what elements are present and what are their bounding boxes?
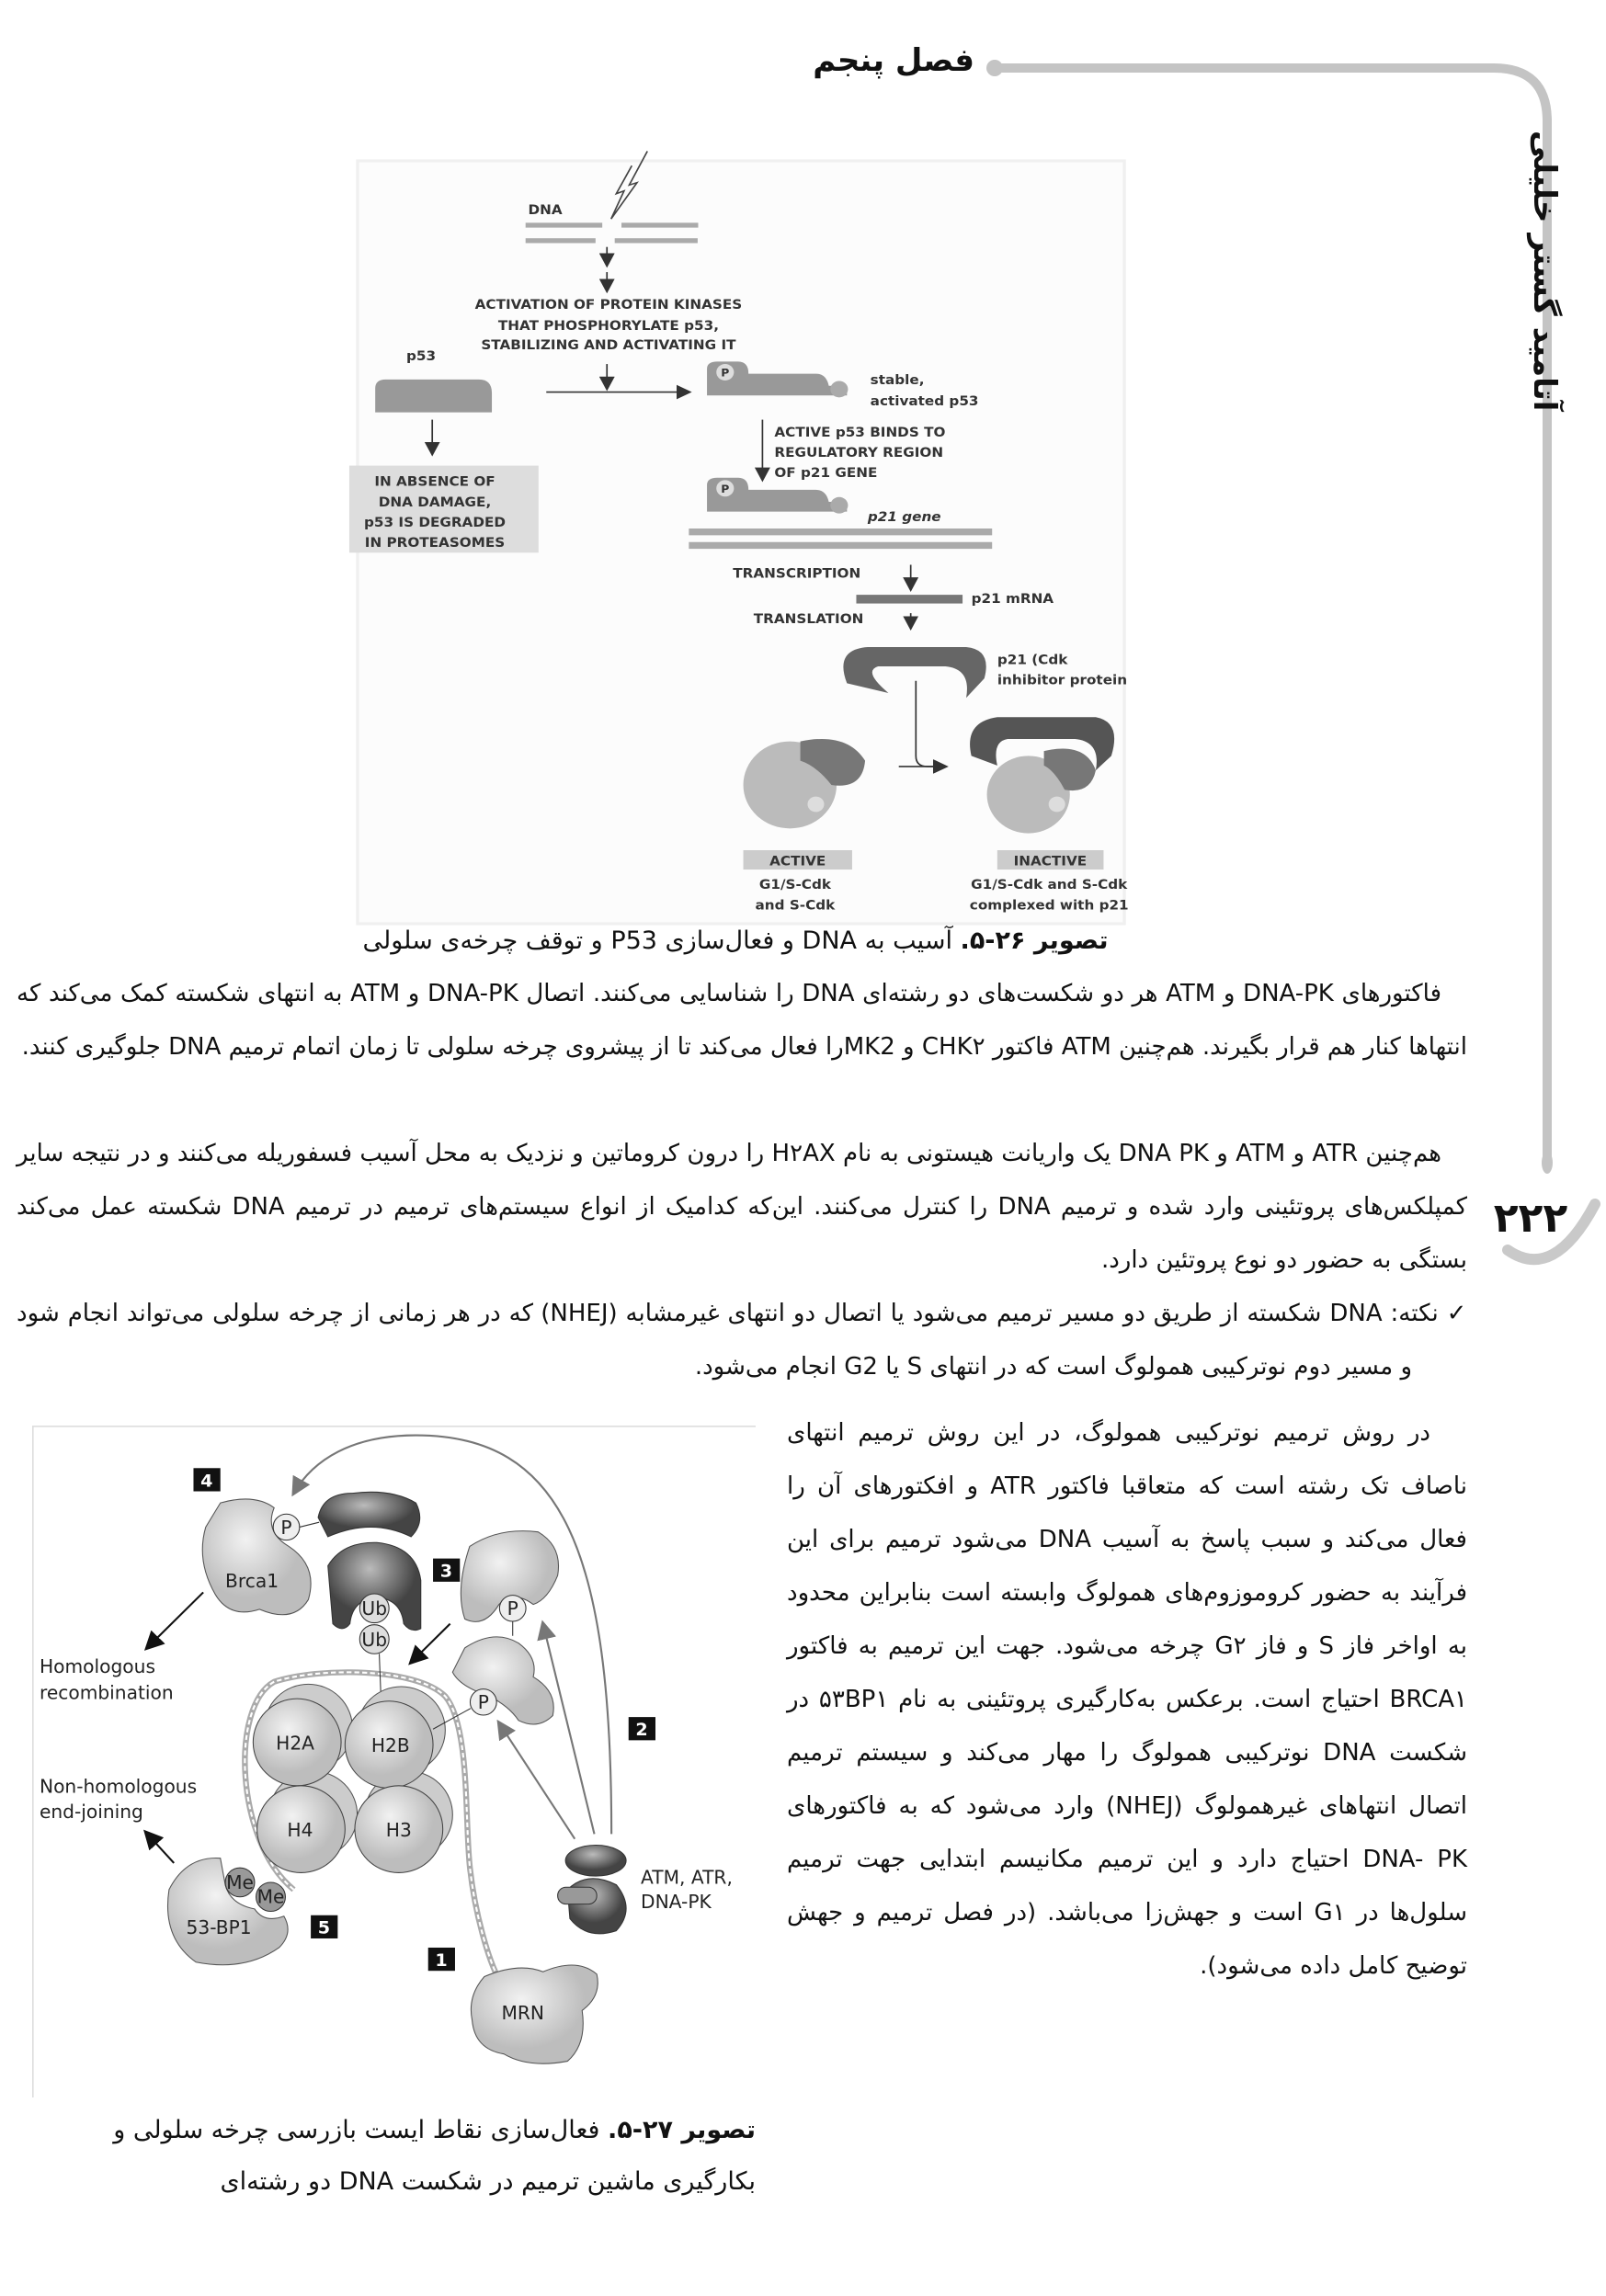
- inactive-desc-2: complexed with p21: [969, 898, 1129, 914]
- step-badge-4: [193, 1468, 220, 1491]
- paragraph-1: فاکتورهای DNA-PK و ATM هر دو شکست‌های دو رشته‌ای DNA را شناسایی می‌کنند. اتصال DNA-PK و ATM به انتهای شکسته کمک می‌کند که انتهاها کنار هم قرار بگیرند. هم‌چنین ATM فاکتور CHK۲ و MK2را فعال می‌کند تا از پیشروی چرخه سلولی تا زمان اتمام ترمیم DNA جلوگیری کنند.: [17, 980, 1467, 1061]
- p21-protein-label-2: inhibitor protein: [997, 672, 1128, 688]
- chapter-title: فصل پنجم: [813, 42, 974, 79]
- phosphate-2: [499, 1596, 526, 1621]
- kinases-label-1: ATM, ATR,: [641, 1866, 733, 1889]
- me-label: Me: [256, 1885, 285, 1908]
- phosphate-label: P: [721, 483, 730, 495]
- p53-label: p53: [406, 348, 437, 364]
- figure1-caption-text: آسیب به DNA و فعال‌سازی P53 و توقف چرخه‌ی سلولی: [362, 926, 961, 955]
- p21-protein-label-1: p21 (Cdk: [997, 652, 1068, 668]
- transcription-label: TRANSCRIPTION: [733, 566, 861, 582]
- phosphate-3: [470, 1689, 496, 1715]
- p21-gene-label: p21 gene: [867, 509, 941, 525]
- active-label: ACTIVE: [769, 853, 826, 870]
- mrn-label: MRN: [501, 2001, 545, 2024]
- step-badge-1: [428, 1948, 455, 1971]
- active-desc-1: G1/S-Cdk: [758, 877, 831, 892]
- step-badge-2: [629, 1717, 655, 1740]
- p-label: P: [477, 1691, 489, 1714]
- nhej-label-1: Non-homologous: [39, 1775, 198, 1798]
- bp1-label: 53-BP1: [186, 1916, 252, 1939]
- histone-h2b: H2B: [370, 1734, 410, 1756]
- brca1-label: Brca1: [225, 1570, 279, 1593]
- binds-line-3: OF p21 GENE: [774, 465, 878, 482]
- stable-label-2: activated p53: [870, 393, 979, 409]
- rail-end-dot: [1542, 1152, 1553, 1174]
- step-5-label: 5: [317, 1917, 331, 1938]
- dark-protein-top: [318, 1492, 420, 1537]
- figure1-caption-label: تصویر ۲۶-۵.: [960, 926, 1109, 955]
- step-3-label: 3: [439, 1561, 453, 1582]
- phosphate-label: P: [721, 367, 730, 380]
- histone-octamer: [253, 1684, 452, 1872]
- side-book-title: آتامید گستر خلیلی: [1526, 131, 1563, 412]
- absence-line-2: DNA DAMAGE,: [378, 494, 492, 510]
- kinases-label-2: DNA-PK: [641, 1890, 712, 1913]
- activation-line-3: STABILIZING AND ACTIVATING IT: [481, 337, 736, 354]
- histone-h3: H3: [385, 1819, 412, 1841]
- bp1-protein: [167, 1858, 288, 1965]
- absence-line-4: IN PROTEASOMES: [364, 535, 506, 551]
- activation-line-1: ACTIVATION OF PROTEIN KINASES: [474, 297, 743, 313]
- binds-line-1: ACTIVE p53 BINDS TO: [774, 425, 946, 440]
- homologous-label-1: Homologous: [39, 1655, 155, 1678]
- step-4-label: 4: [200, 1471, 213, 1492]
- figure2-caption-text: فعال‌سازی نقاط ایست بازرسی چرخه سلولی و بکارگیری ماشین ترمیم در شکست DNA دو رشته‌ای: [113, 2116, 756, 2196]
- phosphate-1: [273, 1514, 300, 1540]
- figure2-caption: [13, 2105, 756, 2208]
- nhej-label-2: end-joining: [39, 1801, 143, 1824]
- mrna-label: p21 mRNA: [971, 591, 1054, 607]
- ub-label: Ub: [361, 1597, 388, 1620]
- step-badge-3: [433, 1559, 460, 1582]
- figure-p53-pathway: [358, 161, 1129, 924]
- stable-label-1: stable,: [870, 372, 925, 389]
- mrn-complex: [471, 1965, 598, 2063]
- mrna-bar: [856, 595, 962, 603]
- binds-line-2: REGULATORY REGION: [774, 445, 944, 460]
- inactive-label: INACTIVE: [1013, 853, 1088, 870]
- page-number: ۲۲۲: [1493, 1195, 1568, 1242]
- inactive-desc-1: G1/S-Cdk and S-Cdk: [971, 877, 1128, 892]
- note-paragraph: ✓ نکته: DNA شکسته از طریق دو مسیر ترمیم می‌شود یا اتصال دو انتهای غیرمشابه (NHEJ) که در هر زمانی از چرخه سلولی می‌تواند انجام شود و مسیر دوم نوترکیبی همولوگ است که در انتهای S یا G2 انجام می‌شود.: [17, 1300, 1467, 1381]
- translation-label: TRANSLATION: [753, 611, 864, 628]
- p53-protein: [375, 380, 492, 413]
- absence-line-1: IN ABSENCE OF: [374, 474, 495, 490]
- absence-line-3: p53 IS DEGRADED: [364, 515, 507, 530]
- step-badge-5: [311, 1915, 337, 1938]
- atm-kinase: [558, 1845, 733, 1933]
- histone-h2a: H2A: [276, 1732, 315, 1755]
- figure1-caption: [276, 926, 1195, 955]
- p-label: P: [280, 1516, 292, 1539]
- step-1-label: 1: [435, 1950, 448, 1971]
- step-2-label: 2: [635, 1720, 648, 1741]
- homologous-label-2: recombination: [39, 1681, 174, 1704]
- paragraph-3: در روش ترمیم نوترکیبی همولوگ، در این روش ترمیم انتهای ناصاف تک رشته است که متعاقبا فاکتور ATR و افکتورهای آن را فعال می‌کند و سبب پاسخ به آسیب DNA می‌شود ترمیم برای این فرآیند به حضور کروموزوم‌های همولوگ وابسته است بنابراین محدود به اواخر فاز S و فاز G۲ چرخه می‌شود. جهت این ترمیم به فاکتور BRCA۱ احتیاج است. برعکس به‌کارگیری پروتئینی به نام ۵۳BP۱ در شکست DNA نوترکیبی همولوگ را مهار می‌کند و سیستم ترمیم اتصال انتهاهای غیرهمولوگ (NHEJ) وارد می‌شود که به فاکتورهای DNA- PK احتیاج دارد و این ترمیم مکانیسم ابتدایی جهت ترمیم سلول‌ها در G۱ است و جهش‌زا می‌باشد. (در فصل ترمیم و جهش توضیح کامل داده می‌شود).: [787, 1419, 1468, 1980]
- paragraph-2: هم‌چنین ATR و ATM و DNA PK یک واریانت هیستونی به نام H۲AX را درون کروماتین و نزدیک به محل آسیب فسفوریله می‌کنند و در نتیجه سایر کمپلکس‌های پروتئینی وارد شده و ترمیم DNA را کنترل می‌کنند. این‌که کدامیک از انواع سیستم‌های ترمیم در ترمیم DNA شکسته عمل می‌کند بستگی به حضور دو نوع پروتئین دارد.: [17, 1140, 1468, 1274]
- me-label: Me: [226, 1870, 254, 1893]
- ub-label: Ub: [361, 1628, 388, 1651]
- histone-h4: H4: [287, 1819, 313, 1841]
- figure2-caption-label: تصویر ۲۷-۵.: [608, 2116, 756, 2144]
- figure-dsb-checkpoint: [32, 1426, 756, 2097]
- dna-label: DNA: [528, 202, 563, 218]
- adapter-protein: [452, 1637, 553, 1724]
- activation-line-2: THAT PHOSPHORYLATE p53,: [497, 318, 719, 335]
- active-desc-2: and S-Cdk: [755, 898, 836, 914]
- p-label: P: [507, 1597, 518, 1620]
